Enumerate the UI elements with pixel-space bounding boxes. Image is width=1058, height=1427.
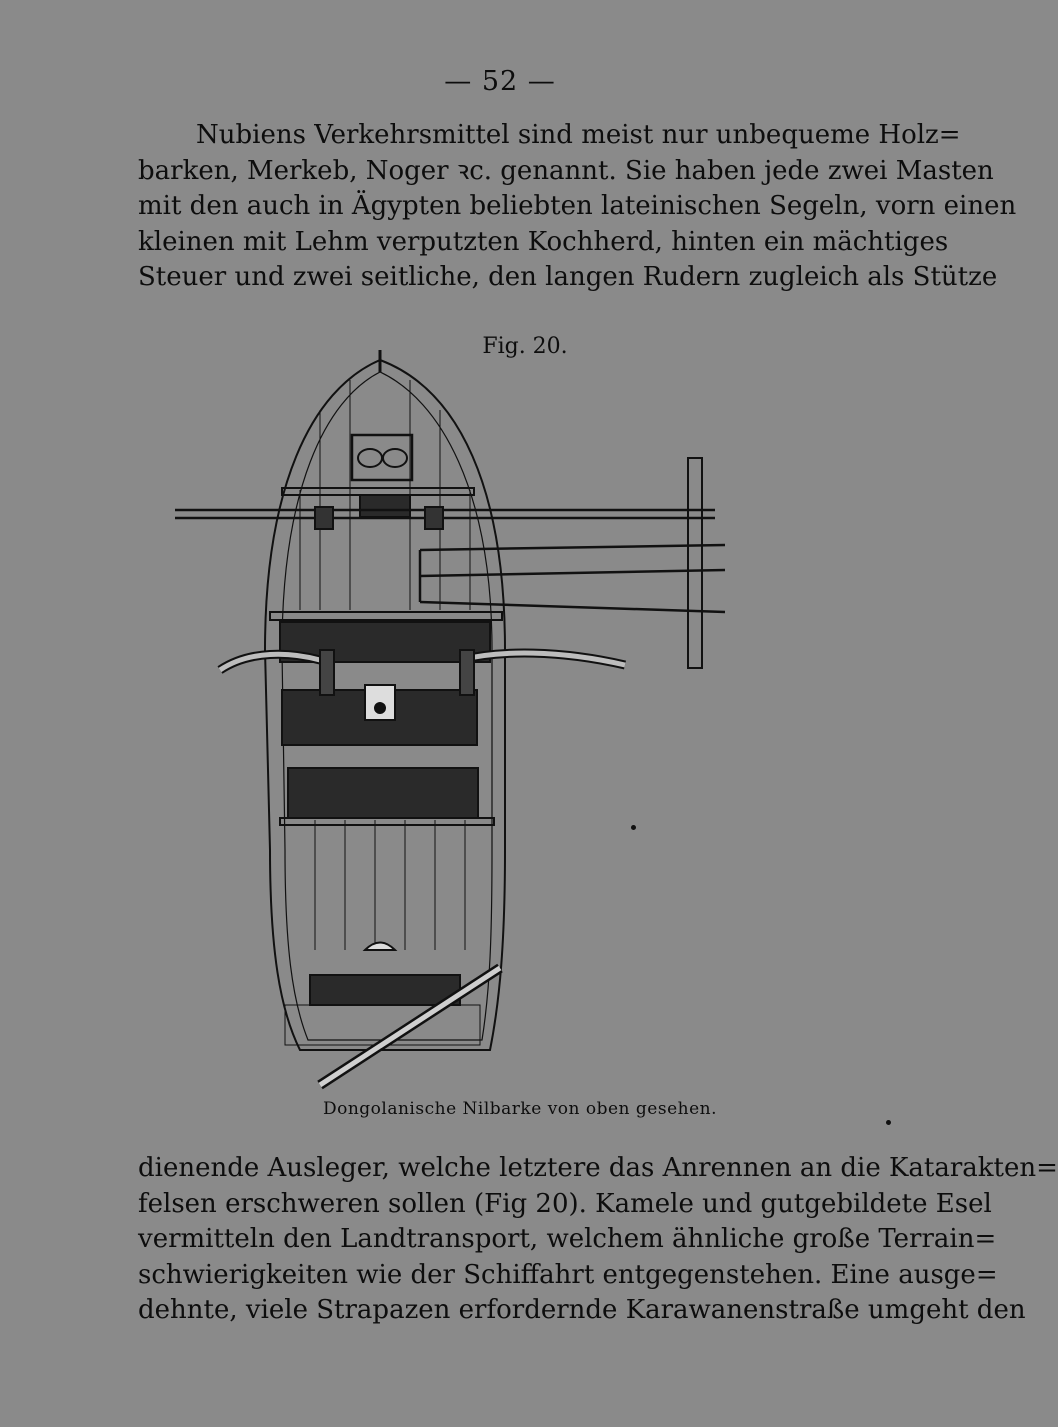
text-line: felsen erschweren sollen (Fig 20). Kamele und gutgebildete Esel — [138, 1188, 992, 1219]
text-line: dehnte, viele Strapazen erfordernde Karawanenstraße umgeht den — [138, 1295, 1026, 1325]
outrigger-beam — [688, 458, 702, 668]
page-number: — 52 — — [444, 66, 556, 97]
text-line: barken, Merkeb, Noger ꝛc. genannt. Sie haben jede zwei Masten — [138, 155, 994, 186]
paragraph-top — [138, 118, 1017, 296]
text-line: kleinen mit Lehm verputzten Kochherd, hinten ein mächtiges — [138, 226, 949, 257]
text-line: Nubiens Verkehrsmittel sind meist nur unbequeme Holz= — [196, 120, 961, 150]
figure-caption: Dongolanische Nilbarke von oben gesehen. — [322, 1099, 718, 1119]
text-line: vermitteln den Landtransport, welchem ähnliche große Terrain= — [138, 1224, 997, 1254]
text-line: mit den auch in Ägypten beliebten lateinischen Segeln, vorn einen — [138, 191, 1017, 221]
ink-speck — [631, 825, 636, 830]
paragraph-bottom — [138, 1151, 1058, 1329]
text-line: Steuer und zwei seitliche, den langen Rudern zugleich als Stütze — [138, 262, 998, 292]
ink-speck — [886, 1120, 891, 1125]
boat-illustration — [170, 350, 730, 1100]
text-line: dienende Ausleger, welche letztere das Anrennen an die Katarakten= — [138, 1153, 1058, 1183]
figure-label: Fig. 20. — [482, 334, 568, 359]
text-line: schwierigkeiten wie der Schiffahrt entgegenstehen. Eine ausge= — [138, 1259, 998, 1290]
